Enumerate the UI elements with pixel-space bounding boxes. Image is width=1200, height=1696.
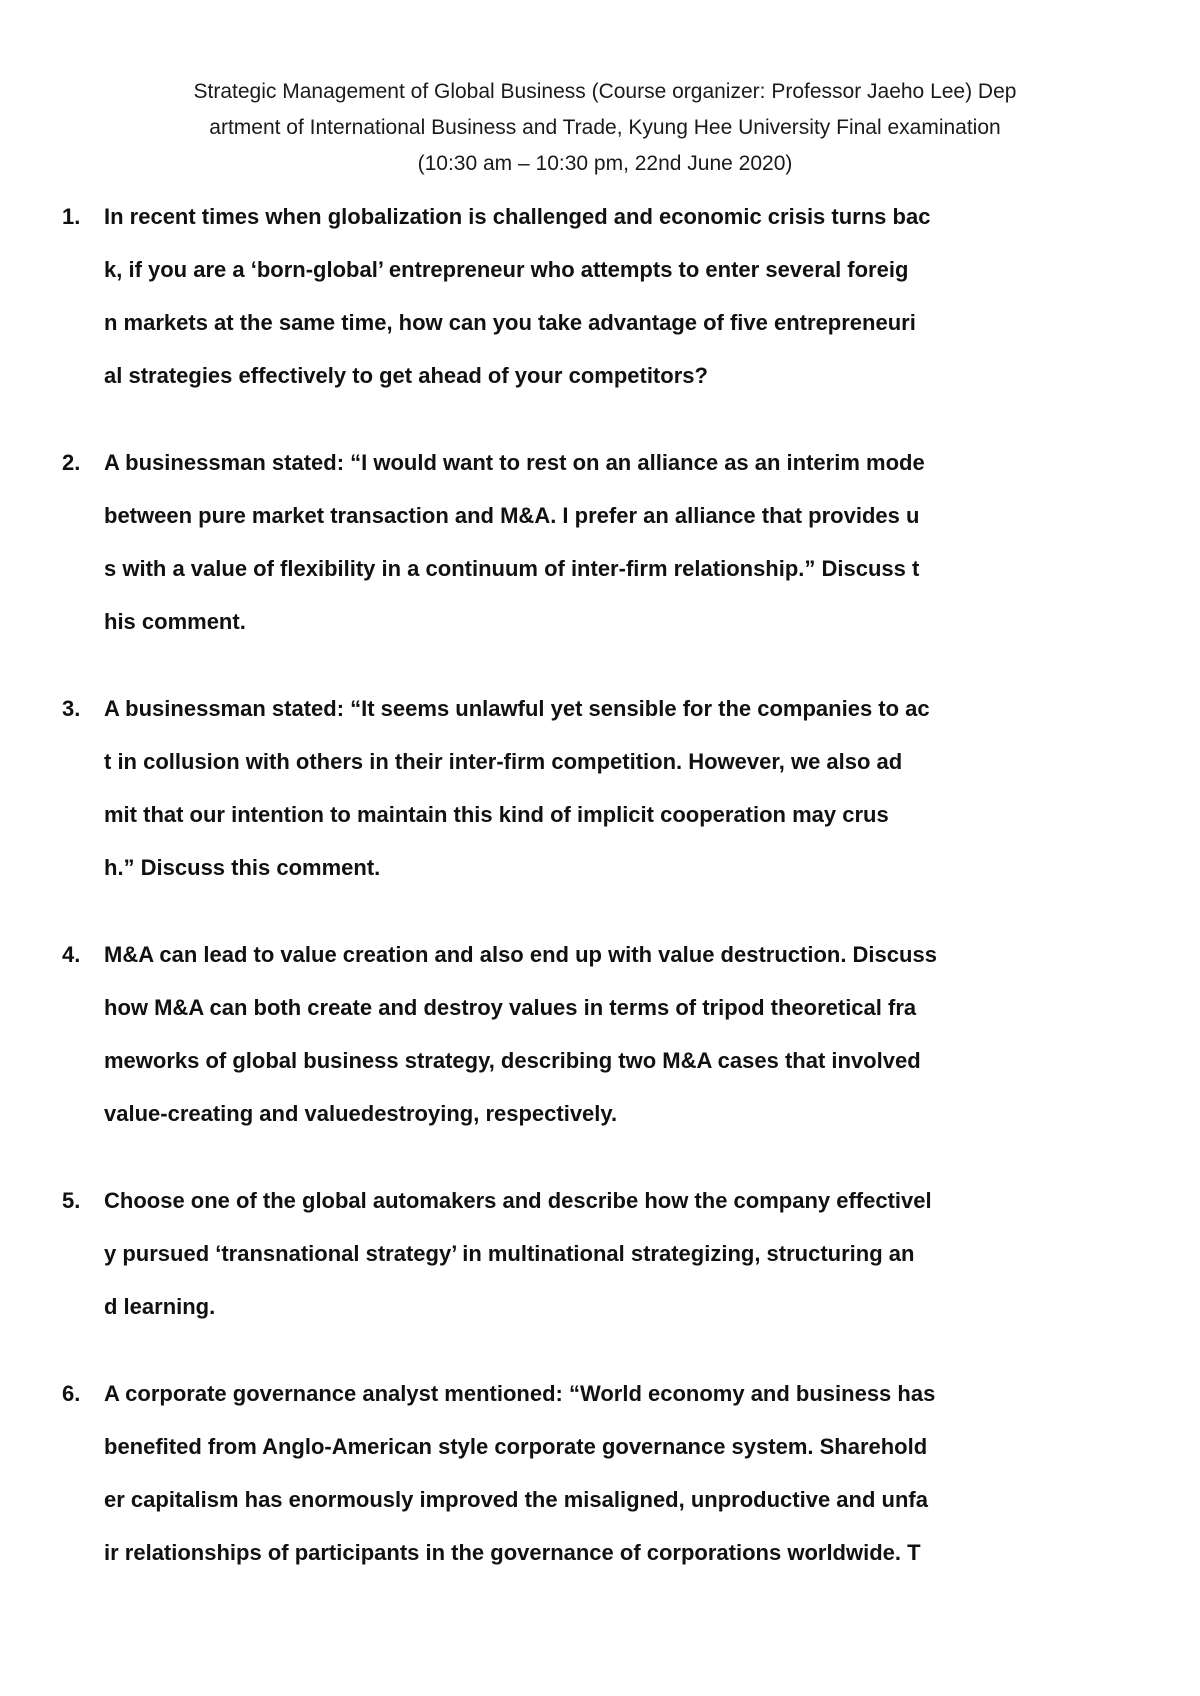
question-line: between pure market transaction and M&A. I prefer an alliance that provides u xyxy=(104,503,920,528)
question-1 xyxy=(62,190,1082,402)
question-number: 5. xyxy=(62,1188,81,1213)
question-line: s with a value of flexibility in a continuum of inter-firm relationship.” Discuss t xyxy=(104,556,920,581)
header-line: artment of International Business and Trade, Kyung Hee University Final examination xyxy=(209,116,1001,139)
question-line: Choose one of the global automakers and describe how the company effectivel xyxy=(104,1188,932,1213)
question-3 xyxy=(62,682,1082,894)
question-line: mit that our intention to maintain this kind of implicit cooperation may crus xyxy=(104,802,889,827)
question-line: A corporate governance analyst mentioned: “World economy and business has xyxy=(104,1381,936,1406)
question-line: h.” Discuss this comment. xyxy=(104,855,381,880)
question-line: how M&A can both create and destroy values in terms of tripod theoretical fra xyxy=(104,995,917,1020)
question-line: ir relationships of participants in the governance of corporations worldwide. T xyxy=(104,1540,921,1565)
question-line: al strategies effectively to get ahead of your competitors? xyxy=(104,363,708,388)
question-number: 2. xyxy=(62,450,81,475)
question-number: 6. xyxy=(62,1381,81,1406)
question-5 xyxy=(62,1174,1082,1333)
question-line: t in collusion with others in their inter-firm competition. However, we also ad xyxy=(104,749,903,774)
question-line: A businessman stated: “I would want to rest on an alliance as an interim mode xyxy=(104,450,925,475)
question-number: 4. xyxy=(62,942,81,967)
header-line: Strategic Management of Global Business (Course organizer: Professor Jaeho Lee) Dep xyxy=(193,80,1017,103)
question-line: A businessman stated: “It seems unlawful yet sensible for the companies to ac xyxy=(104,696,930,721)
question-line: benefited from Anglo-American style corporate governance system. Sharehold xyxy=(104,1434,928,1459)
question-line: In recent times when globalization is challenged and economic crisis turns bac xyxy=(104,204,931,229)
question-4 xyxy=(62,928,1082,1140)
question-line: value-creating and valuedestroying, respectively. xyxy=(104,1101,618,1126)
question-2 xyxy=(62,436,1082,648)
exam-header xyxy=(140,74,1070,182)
header-line: (10:30 am – 10:30 pm, 22nd June 2020) xyxy=(417,152,793,175)
question-line: M&A can lead to value creation and also end up with value destruction. Discuss xyxy=(104,942,937,967)
question-list xyxy=(62,190,1082,1613)
question-line: er capitalism has enormously improved the misaligned, unproductive and unfa xyxy=(104,1487,928,1512)
question-number: 1. xyxy=(62,204,81,229)
question-line: n markets at the same time, how can you take advantage of five entrepreneuri xyxy=(104,310,916,335)
question-line: his comment. xyxy=(104,609,246,634)
question-line: meworks of global business strategy, describing two M&A cases that involved xyxy=(104,1048,921,1073)
question-6 xyxy=(62,1367,1082,1579)
question-number: 3. xyxy=(62,696,81,721)
question-line: k, if you are a ‘born-global’ entrepreneur who attempts to enter several foreig xyxy=(104,257,909,282)
question-line: y pursued ‘transnational strategy’ in multinational strategizing, structuring an xyxy=(104,1241,915,1266)
question-line: d learning. xyxy=(104,1294,216,1319)
